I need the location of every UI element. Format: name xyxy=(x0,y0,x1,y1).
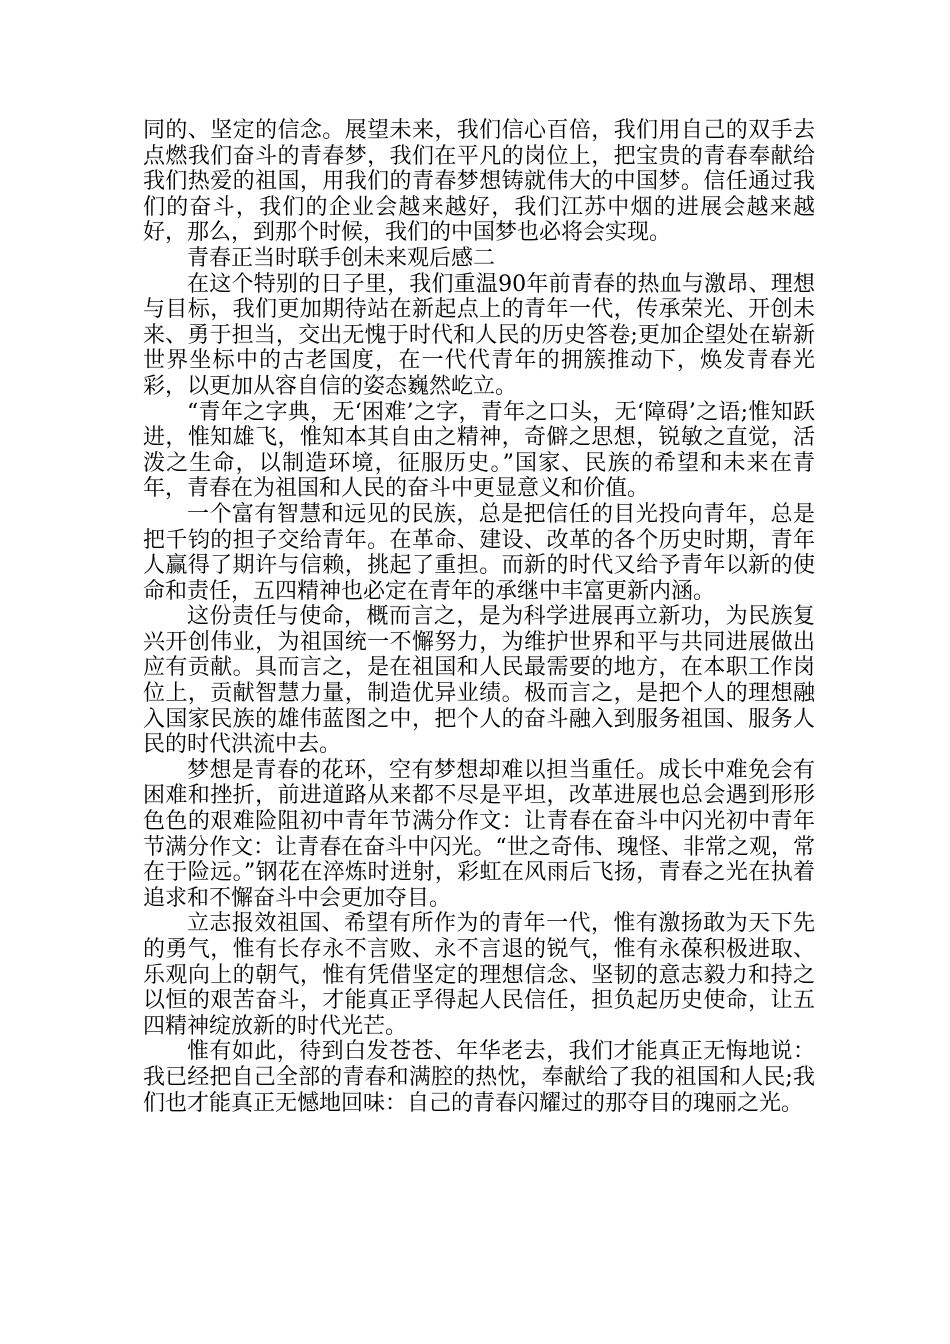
paragraph-quote: “青年之字典，无‘困难’之字，青年之口头，无‘障碍’之语;惟知跃进，惟知雄飞，惟知本其自由之精神，奇僻之思想，锐敏之直觉，活泼之生命，以制造环境，征服历史。”国家、民族的希望和未来在青年，青春在为祖国和人民的奋斗中更显意义和价值。 xyxy=(143,399,815,502)
paragraph: 这份责任与使命，概而言之，是为科学进展再立新功，为民族复兴开创伟业，为祖国统一不懈努力，为维护世界和平与共同进展做出应有贡献。具而言之，是在祖国和人民最需要的地方，在本职工作岗位上，贡献智慧力量，制造优异业绩。极而言之，是把个人的理想融入国家民族的雄伟蓝图之中，把个人的奋斗融入到服务祖国、服务人民的时代洪流中去。 xyxy=(143,604,815,758)
document-page xyxy=(143,118,815,1116)
section-title: 青春正当时联手创未来观后感二 xyxy=(187,245,496,271)
paragraph-continuation: 同的、坚定的信念。展望未来，我们信心百倍，我们用自己的双手去点燃我们奋斗的青春梦，我们在平凡的岗位上，把宝贵的青春奉献给我们热爱的祖国，用我们的青春梦想铸就伟大的中国梦。信任通过我们的奋斗，我们的企业会越来越好，我们江苏中烟的进展会越来越好，那么，到那个时候，我们的中国梦也必将会实现。 xyxy=(143,118,815,246)
paragraph: 立志报效祖国、希望有所作为的青年一代，惟有激扬敢为天下先的勇气，惟有长存永不言败、永不言退的锐气，惟有永葆积极进取、乐观向上的朝气，惟有凭借坚定的理想信念、坚韧的意志毅力和持之以恒的艰苦奋斗，才能真正孚得起人民信任，担负起历史使命，让五四精神绽放新的时代光芒。 xyxy=(143,911,815,1039)
paragraph: 在这个特别的日子里，我们重温90年前青春的热血与激昂、理想与目标，我们更加期待站在新起点上的青年一代，传承荣光、开创未来、勇于担当，交出无愧于时代和人民的历史答卷;更加企望处在崭新世界坐标中的古老国度，在一代代青年的拥簇推动下，焕发青春光彩，以更加从容自信的姿态巍然屹立。 xyxy=(143,271,815,399)
paragraph: 梦想是青春的花环，空有梦想却难以担当重任。成长中难免会有困难和挫折，前进道路从来都不尽是平坦，改革进展也总会遇到形形色色的艰难险阻初中青年节满分作文：让青春在奋斗中闪光初中青年节满分作文：让青春在奋斗中闪光。“世之奇伟、瑰怪、非常之观，常在于险远。”钢花在淬炼时迸射，彩虹在风雨后飞扬，青春之光在执着追求和不懈奋斗中会更加夺目。 xyxy=(143,757,815,911)
paragraph: 一个富有智慧和远见的民族，总是把信任的目光投向青年，总是把千钧的担子交给青年。在革命、建设、改革的各个历史时期，青年人赢得了期许与信赖，挑起了重担。而新的时代又给予青年以新的使命和责任，五四精神也必定在青年的承继中丰富更新内涵。 xyxy=(143,501,815,604)
paragraph: 惟有如此，待到白发苍苍、年华老去，我们才能真正无悔地说：我已经把自己全部的青春和满腔的热忱，奉献给了我的祖国和人民;我们也才能真正无憾地回味：自己的青春闪耀过的那夺目的瑰丽之光。 xyxy=(143,1039,815,1116)
